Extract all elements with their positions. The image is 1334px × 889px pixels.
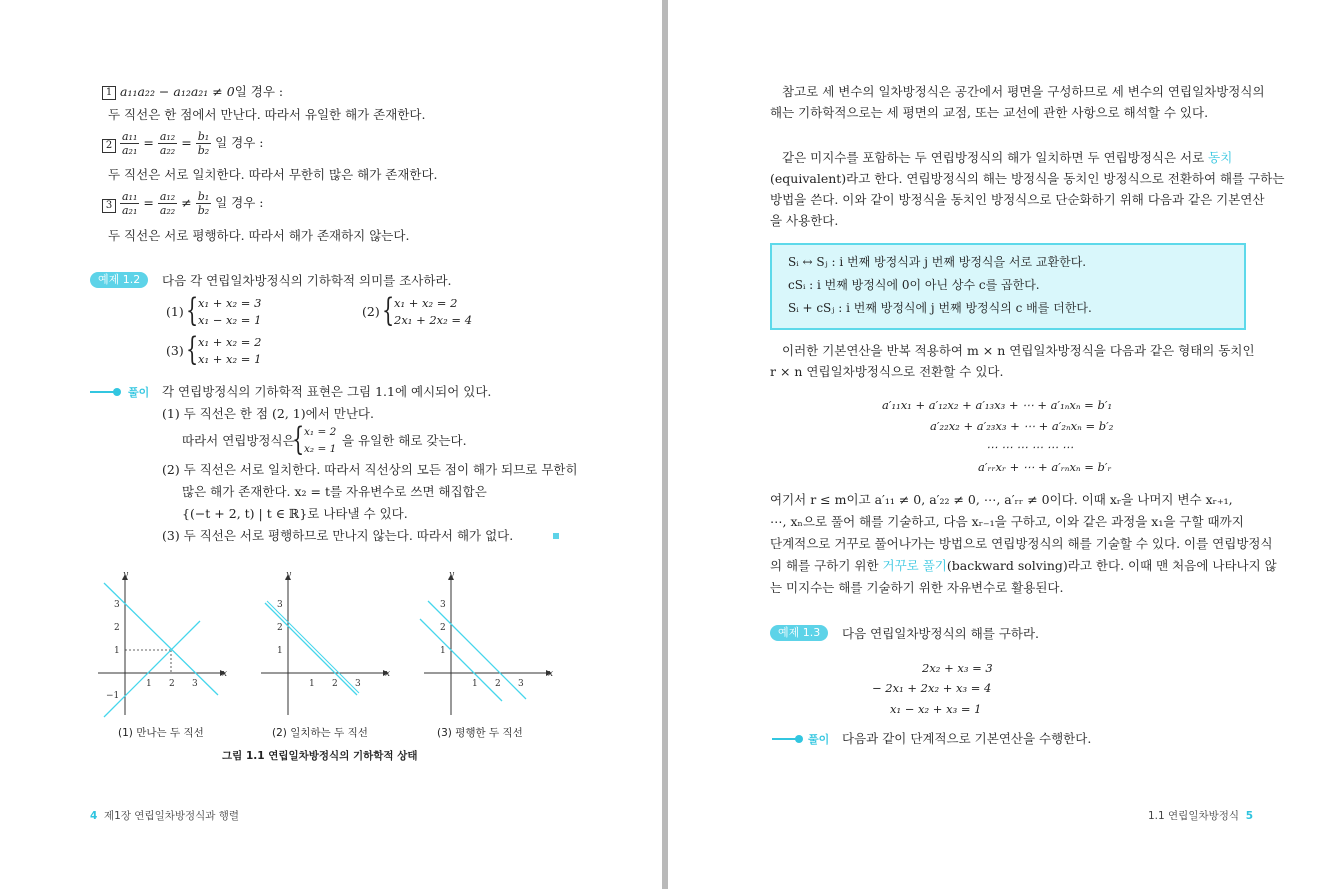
echelon-row-dots: ⋯ ⋯ ⋯ ⋯ ⋯ ⋯: [986, 440, 1074, 454]
case2-op1: =: [143, 135, 154, 150]
system-eq-2: − 2x₁ + 2x₂ + x₃ = 4: [872, 681, 992, 695]
case1-cond-text: a₁₁a₂₂ − a₁₂a₂₁ ≠ 0: [120, 84, 235, 99]
system-2-eq1: x₁ + x₂ = 2: [394, 296, 458, 310]
x-axis-label: x: [222, 669, 228, 679]
echelon-row-1: a′₁₁x₁ + a′₁₂x₂ + a′₁₃x₃ + ⋯ + a′₁ₙxₙ = b′₁: [882, 398, 1113, 412]
solution-step-1c: 을 유일한 해로 갖는다.: [342, 433, 467, 448]
echelon-row-2: a′₂₂x₂ + a′₂₃x₃ + ⋯ + a′₂ₙxₙ = b′₂: [930, 419, 1114, 433]
solution-intro: 각 연립방정식의 기하학적 표현은 그림 1.1에 예시되어 있다.: [162, 384, 492, 399]
solution-eq1: x₁ = 2: [304, 426, 337, 438]
frac-a11-a21: $\frac{\text{a₁₁}}{\text{a₂₁}}$: [122, 130, 138, 157]
y-axis-label: y: [449, 570, 455, 580]
tick-label: 3: [277, 600, 283, 610]
figure-caption-1: (1) 만나는 두 직선: [118, 727, 204, 739]
paragraph-1-line-2: 해는 기하학적으로는 세 평면의 교점, 또는 교선에 관한 사항으로 해석할 수 있다.: [770, 105, 1209, 120]
system-1-eq1: x₁ + x₂ = 3: [198, 296, 262, 310]
graph-2: [261, 570, 390, 715]
paragraph-2-text: 같은 미지수를 포함하는 두 연립방정식의 해가 일치하면 두 연립방정식은 서로: [782, 150, 1209, 165]
system-1-eq2: x₁ − x₂ = 1: [198, 313, 262, 327]
line-x1-plus-x2: [104, 583, 218, 695]
paragraph-4-line-2: ⋯, xₙ으로 풀어 해를 기술하고, 다음 xᵣ₋₁을 구하고, 이와 같은 과정을 x₁을 구할 때까지: [770, 514, 1244, 529]
paragraph-2-line-2: (equivalent)라고 한다. 연립방정식의 해는 방정식을 동치인 방정식으로 전환하여 해를 구하는: [770, 171, 1285, 186]
system-2-eq2: 2x₁ + 2x₂ = 4: [394, 313, 473, 327]
solution-step-2c: {(−t + 2, t) | t ∈ ℝ}로 나타낼 수 있다.: [182, 506, 408, 521]
tick-label: 1: [309, 679, 315, 689]
tick-label: 3: [355, 679, 361, 689]
paragraph-4-line-1: 여기서 r ≤ m이고 a′₁₁ ≠ 0, a′₂₂ ≠ 0, ⋯, a′ᵣᵣ ≠ 0이다. 이때 xᵣ을 나머지 변수 xᵣ₊₁,: [770, 492, 1233, 507]
x-axis-label: x: [548, 669, 554, 679]
line-x1-minus-x2: [104, 621, 200, 717]
system-1-brace: {: [186, 291, 199, 329]
case3-op2: ≠: [181, 195, 192, 210]
solution-eq2: x₂ = 1: [304, 443, 337, 455]
system-3-brace: {: [186, 330, 199, 368]
tick-label: 2: [277, 623, 283, 633]
system-eq-1: 2x₂ + x₃ = 3: [922, 661, 993, 675]
page-footer-left: [90, 808, 239, 823]
case3-suffix: 일 경우 :: [215, 195, 264, 210]
case-number-1: 1: [102, 86, 116, 100]
case1-suffix: 일 경우 :: [234, 84, 284, 99]
system-2-brace: {: [382, 291, 395, 329]
solution-step-1a: (1) 두 직선은 한 점 (2, 1)에서 만난다.: [162, 406, 374, 421]
tick-label: 2: [440, 623, 446, 633]
tick-label: 2: [495, 679, 501, 689]
y-axis-label: y: [123, 570, 129, 580]
tick-label: 2: [332, 679, 338, 689]
tick-label: −1: [106, 691, 120, 701]
case-number-3: 3: [102, 199, 116, 213]
left-page: [0, 0, 662, 889]
system-3-label: (3): [166, 343, 184, 358]
solution-step-1b: 따라서 연립방정식은: [182, 433, 295, 448]
y-axis-label: y: [286, 570, 292, 580]
section-title: 1.1 연립일차방정식: [1148, 810, 1240, 822]
system-1-label: (1): [166, 304, 184, 319]
operation-scale: cSᵢ : i 번째 방정식에 0이 아닌 상수 c를 곱한다.: [788, 278, 1040, 292]
solution-brace: {: [292, 420, 305, 458]
tick-label: 3: [192, 679, 198, 689]
chapter-title: 제1장 연립일차방정식과 행렬: [104, 810, 240, 822]
tick-label: 1: [114, 646, 120, 656]
term-backward-solving: 거꾸로 풀기: [882, 558, 947, 573]
solution-step-2b: 많은 해가 존재한다. x₂ = t를 자유변수로 쓰면 해집합은: [182, 484, 487, 499]
paragraph-4-line-5: 는 미지수는 해를 기술하기 위한 자유변수로 활용된다.: [770, 580, 1064, 595]
paragraph-1-line-1: 참고로 세 변수의 일차방정식은 공간에서 평면을 구성하므로 세 변수의 연립일차방정식의: [782, 84, 1265, 99]
figure-title: 그림 1.1 연립일차방정식의 기하학적 상태: [222, 750, 418, 762]
paragraph-4-text: 의 해를 구하기 위한: [770, 558, 883, 573]
paragraph-4-line-4: [770, 558, 1277, 574]
example-prompt: 다음 각 연립일차방정식의 기하학적 의미를 조사하라.: [162, 273, 452, 288]
tick-label: 1: [472, 679, 478, 689]
system-2-label: (2): [362, 304, 380, 319]
paragraph-2-line-3: 방법을 쓴다. 이와 같이 방정식을 동치인 방정식으로 단순화하기 위해 다음과 같은 기본연산: [770, 192, 1265, 207]
case-number-2: 2: [102, 139, 116, 153]
tick-label: 3: [518, 679, 524, 689]
frac-a12-a22: $\frac{\text{a₁₂}}{\text{a₂₂}}$: [159, 130, 176, 157]
tick-label: 1: [440, 646, 446, 656]
case3-condition: [120, 190, 264, 217]
example-badge: 예제 1.3: [770, 625, 828, 641]
system-eq-3: x₁ − x₂ + x₃ = 1: [890, 702, 982, 716]
tick-label: 2: [114, 623, 120, 633]
term-equivalent: 동치: [1208, 150, 1233, 165]
x-axis-label: x: [385, 669, 391, 679]
system-3-eq2: x₁ + x₂ = 1: [198, 352, 262, 366]
figure-graphs: [90, 565, 560, 725]
paragraph-2-line-4: 을 사용한다.: [770, 213, 839, 228]
case1-condition: [120, 84, 283, 100]
solution-step-2a: (2) 두 직선은 서로 일치한다. 따라서 직선상의 모든 점이 해가 되므로 무한히: [162, 462, 578, 477]
qed-mark: [553, 533, 559, 539]
operation-add: Sᵢ + cSⱼ : i 번째 방정식에 j 번째 방정식의 c 배를 더한다.: [788, 301, 1092, 315]
solution-label: 풀이: [808, 733, 830, 746]
paragraph-4-text: (backward solving)라고 한다. 이때 맨 처음에 나타나지 않: [946, 558, 1277, 573]
case1-description: 두 직선은 한 점에서 만난다. 따라서 유일한 해가 존재한다.: [108, 107, 426, 122]
right-page: [668, 0, 1334, 889]
solution-text: 다음과 같이 단계적으로 기본연산을 수행한다.: [842, 731, 1092, 746]
frac-b1-b2: $\frac{\text{b₁}}{\text{b₂}}$: [197, 130, 210, 157]
frac-b1-b2: $\frac{\text{b₁}}{\text{b₂}}$: [197, 190, 210, 217]
tick-label: 3: [440, 600, 446, 610]
tick-label: 1: [277, 646, 283, 656]
case3-op1: =: [143, 195, 154, 210]
tick-label: 2: [169, 679, 175, 689]
tick-label: 3: [114, 600, 120, 610]
page-number: 5: [1245, 810, 1254, 822]
paragraph-4-line-3: 단계적으로 거꾸로 풀어나가는 방법으로 연립방정식의 해를 기술할 수 있다. 이를 연립방정식: [770, 536, 1273, 551]
frac-a12-a22: $\frac{\text{a₁₂}}{\text{a₂₂}}$: [159, 190, 176, 217]
page-footer-right: [1148, 808, 1253, 823]
example-badge: 예제 1.2: [90, 272, 148, 288]
solution-arrow-icon: [772, 738, 800, 740]
solution-arrow-icon: [90, 391, 118, 393]
echelon-row-r: a′ᵣᵣxᵣ + ⋯ + a′ᵣₙxₙ = b′ᵣ: [978, 460, 1112, 474]
example-prompt: 다음 연립일차방정식의 해를 구하라.: [842, 626, 1040, 641]
frac-a11-a21: $\frac{\text{a₁₁}}{\text{a₂₁}}$: [122, 190, 138, 217]
case2-op2: =: [181, 135, 192, 150]
operation-swap: Sᵢ ↔ Sⱼ : i 번째 방정식과 j 번째 방정식을 서로 교환한다.: [788, 255, 1087, 269]
page-number: 4: [90, 810, 98, 822]
solution-label: 풀이: [128, 386, 150, 399]
case2-description: 두 직선은 서로 일치한다. 따라서 무한히 많은 해가 존재한다.: [108, 167, 438, 182]
paragraph-3-line-1: 이러한 기본연산을 반복 적용하여 m × n 연립일차방정식을 다음과 같은 형태의 동치인: [782, 343, 1255, 358]
figure-caption-2: (2) 일치하는 두 직선: [272, 727, 368, 739]
case3-description: 두 직선은 서로 평행하다. 따라서 해가 존재하지 않는다.: [108, 228, 410, 243]
case2-condition: [120, 130, 264, 157]
paragraph-2-line-1: [782, 150, 1232, 166]
graph-3: [420, 570, 553, 715]
elementary-operations-box: [770, 243, 1246, 330]
graph-1: [98, 570, 227, 717]
tick-label: 1: [146, 679, 152, 689]
case2-suffix: 일 경우 :: [215, 135, 264, 150]
figure-caption-3: (3) 평행한 두 직선: [437, 727, 523, 739]
paragraph-3-line-2: r × n 연립일차방정식으로 전환할 수 있다.: [770, 364, 1004, 379]
parallel-line-1: [420, 619, 502, 701]
solution-step-3: (3) 두 직선은 서로 평행하므로 만나지 않는다. 따라서 해가 없다.: [162, 528, 514, 543]
system-3-eq1: x₁ + x₂ = 2: [198, 335, 262, 349]
